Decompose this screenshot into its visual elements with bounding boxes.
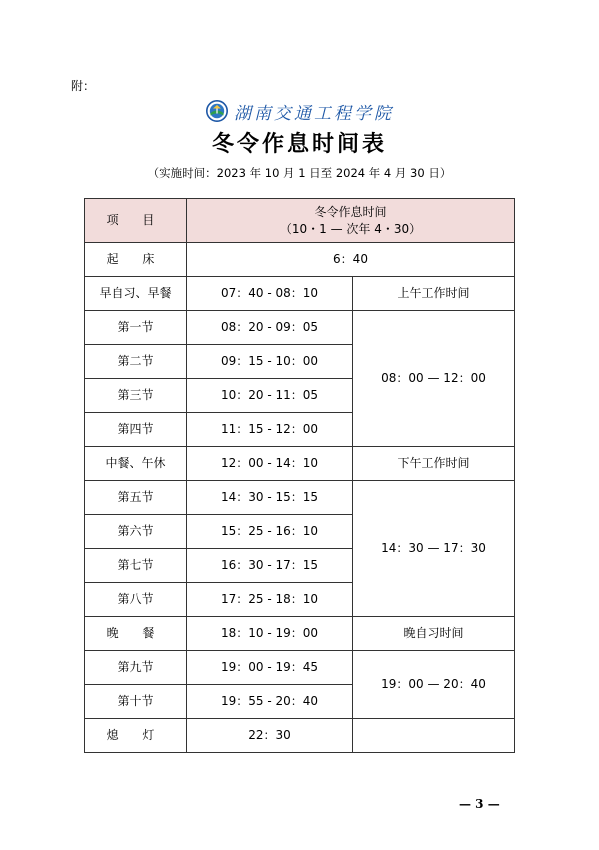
table-header-row (85, 199, 515, 243)
work-hours: 14：30 — 17：30 (353, 481, 515, 617)
row-time: 12：00 - 14：10 (187, 447, 353, 481)
row-label: 第七节 (85, 549, 187, 583)
row-label: 第四节 (85, 413, 187, 447)
row-label: 第二节 (85, 345, 187, 379)
row-label: 起 床 (85, 243, 187, 277)
row-time: 17：25 - 18：10 (187, 583, 353, 617)
row-time: 07：40 - 08：10 (187, 277, 353, 311)
row-label: 第八节 (85, 583, 187, 617)
table-row (85, 617, 515, 651)
row-time: 11：15 - 12：00 (187, 413, 353, 447)
row-label: 第一节 (85, 311, 187, 345)
row-label: 第五节 (85, 481, 187, 515)
row-time: 18：10 - 19：00 (187, 617, 353, 651)
page-number: — 3 — (459, 797, 500, 811)
table-row (85, 719, 515, 753)
work-hours: 19：00 — 20：40 (353, 651, 515, 719)
row-time: 15：25 - 16：10 (187, 515, 353, 549)
school-emblem-icon (206, 100, 228, 122)
table-row (85, 481, 515, 515)
row-label: 熄 灯 (85, 719, 187, 753)
work-hours: 08：00 — 12：00 (353, 311, 515, 447)
header-item: 项 目 (85, 199, 187, 243)
attachment-label: 附： (71, 79, 96, 93)
header-schedule (187, 199, 515, 243)
schedule-table (84, 198, 515, 753)
row-time: 10：20 - 11：05 (187, 379, 353, 413)
work-period-label: 下午工作时间 (353, 447, 515, 481)
table-row (85, 447, 515, 481)
school-logo (206, 99, 394, 123)
row-label: 第十节 (85, 685, 187, 719)
row-time: 14：30 - 15：15 (187, 481, 353, 515)
empty-cell (353, 719, 515, 753)
document-subtitle: （实施时间：2023 年 10 月 1 日至 2024 年 4 月 30 日） (147, 166, 452, 180)
row-label: 早自习、早餐 (85, 277, 187, 311)
row-time: 16：30 - 17：15 (187, 549, 353, 583)
work-period-label: 上午工作时间 (353, 277, 515, 311)
row-label: 中餐、午休 (85, 447, 187, 481)
row-label: 晚 餐 (85, 617, 187, 651)
row-time: 19：55 - 20：40 (187, 685, 353, 719)
work-period-label: 晚自习时间 (353, 617, 515, 651)
row-label: 第九节 (85, 651, 187, 685)
school-name: 湖南交通工程学院 (234, 103, 394, 124)
header-schedule-range: （10・1 — 次年 4・30） (279, 221, 422, 236)
row-time: 09：15 - 10：00 (187, 345, 353, 379)
row-time: 22：30 (187, 719, 353, 753)
table-row (85, 651, 515, 685)
row-time: 6：40 (187, 243, 515, 277)
header-schedule-title: 冬令作息时间 (314, 205, 387, 220)
row-time: 19：00 - 19：45 (187, 651, 353, 685)
table-row (85, 243, 515, 277)
row-label: 第三节 (85, 379, 187, 413)
table-row (85, 277, 515, 311)
row-label: 第六节 (85, 515, 187, 549)
row-time: 08：20 - 09：05 (187, 311, 353, 345)
document-title: 冬令作息时间表 (211, 131, 387, 157)
table-row (85, 311, 515, 345)
